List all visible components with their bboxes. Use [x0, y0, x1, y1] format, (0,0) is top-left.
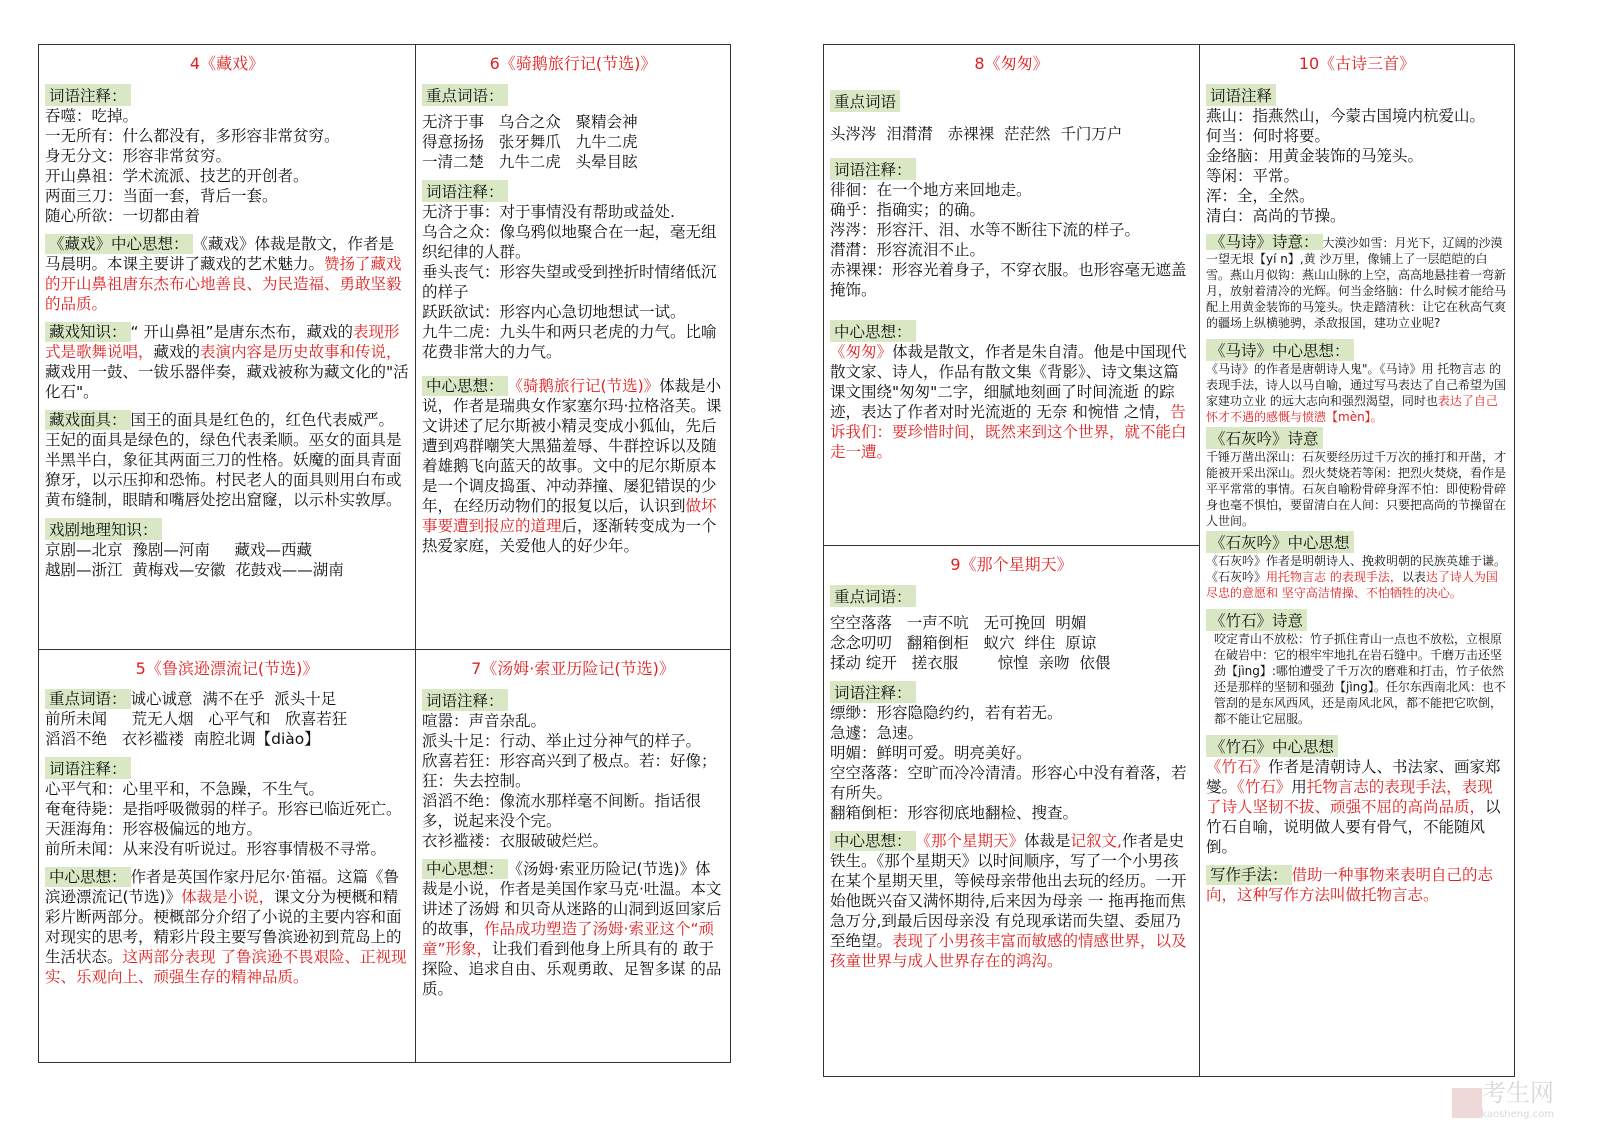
- list-item: 前所未闻：从来没有听说过。形容事情极不寻常。: [45, 840, 387, 858]
- central-idea: 中心思想： 作者是英国作家丹尼尔·笛福。这篇《鲁滨逊漂流记(节选)》体裁是小说，课文分为梗概和精彩片断两部分。梗概部分介绍了小说的主要内容和面对现实的思考，精彩片段主要写鲁滨逊初到荒岛上的生活状态。这两部分表现 了鲁滨逊不畏艰险、正视现实、乐观向上、顽强生存的精神品质。: [45, 868, 407, 986]
- central-idea: 《匆匆》体裁是散文，作者是朱自清。他是中国现代散文家、诗人，作品有散文集《背影》、诗文集这篇课文围绕"匆匆"二字，细腻地刻画了时间流逝 的踪迹，表达了作者对时光流逝的 无奈 和惋惜 之情，告诉我们：要珍惜时间，既然来到这个世界，就不能白走一遭。: [830, 343, 1187, 461]
- heading: 词语注释：: [422, 689, 508, 711]
- poem-meaning: 咬定青山不放松：竹子抓住青山一点也不放松，立根原在破岩中：它的根牢牢地扎在岩石缝中。千磨万击还坚劲【jìng】:哪怕遭受了千万次的磨难和打击，竹子依然还是那样的坚韧和强劲【jìng】。任尔东西南北风：也不管刮的是东风西风，还是南风北风，都不能把它吹倒，都不能让它屈服。: [1214, 632, 1506, 726]
- list-item: 燕山：指燕然山，今蒙古国境内杭爱山。: [1206, 107, 1486, 125]
- watermark-logo-icon: [1452, 1088, 1482, 1118]
- list-item: 念念叨叨 翻箱倒柜 蚁穴 绊住 原谅: [830, 634, 1097, 652]
- poem-meaning: 千锤万凿出深山：石灰要经历过千万次的捶打和开凿，才能被开采出深山。烈火焚烧若等闲：把烈火焚烧，看作是平平常常的事情。石灰自喻粉骨碎身浑不怕：即使粉骨碎身也毫不惧怕，要留清白在人间：只要把高尚的节操留在人世间。: [1206, 450, 1507, 528]
- list-item: 空空落落：空旷而冷冷清清。形容心中没有着落，若有所失。: [830, 764, 1187, 802]
- key-words: 重点词语： 诚心诚意 满不在乎 派头十足: [45, 687, 409, 709]
- list-item: 一清二楚 九牛二虎 头晕目眩: [422, 153, 638, 171]
- list-item: 等闲：平常。: [1206, 167, 1300, 185]
- geo-list: [45, 540, 409, 580]
- key-words: 头涔涔 泪潸潸 赤裸裸 茫茫然 千门万户: [830, 125, 1123, 143]
- list-item: 两面三刀：当面一套，背后一套。: [45, 187, 278, 205]
- heading: 《石灰吟》中心思想: [1206, 531, 1354, 553]
- list-item: 清白：高尚的节操。: [1206, 207, 1346, 225]
- heading: 重点词语: [830, 90, 900, 112]
- list-item: 赤裸裸：形容光着身子，不穿衣服。也形容毫无遮盖掩饰。: [830, 261, 1187, 299]
- list-item: 派头十足：行动、举止过分神气的样子。: [422, 732, 702, 750]
- heading: 重点词语：: [422, 84, 508, 106]
- section-4-zangxi: [38, 44, 416, 650]
- list-item: 心平气和：心里平和，不急躁，不生气。: [45, 780, 325, 798]
- list-item: 无济于事：对于事情没有帮助或益处.: [422, 203, 675, 221]
- central-idea: 中心思想： 《骑鹅旅行记(节选)》体裁是小说，作者是瑞典女作家塞尔玛·拉格洛芙。课文讲述了尼尔斯被小精灵变成小狐仙，先后遭到鸡群嘲笑大黑猫羞辱、牛群控诉以及随着雄鹅飞向蓝天的故事。文中的尼尔斯原本是一个调皮捣蛋、冲动莽撞、屡犯错误的少年，在经历动物们的报复以后，认识到做坏事要遭到报应的道理后，逐渐转变成为一个热爱家庭，关爱他人的好少年。: [422, 377, 722, 555]
- heading: 词语注释：: [830, 158, 916, 180]
- section-10-gushi: [1199, 44, 1515, 1077]
- section-title: 4《藏戏》: [189, 54, 265, 73]
- heading: 词语注释：: [45, 84, 131, 106]
- heading: 中心思想：: [830, 320, 916, 342]
- list-item: 涔涔：形容汗、泪、水等不断往下流的样子。: [830, 221, 1141, 239]
- masks: 藏戏面具： 国王的面具是红色的，红色代表威严。王妃的面具是绿色的，绿色代表柔顺。巫女的面具是半黑半白，象征其两面三刀的性格。妖魔的面具青面獠牙，以示压抑和恐怖。村民老人的面具则用白布或黄布缝制，眼睛和嘴唇处挖出窟窿，以示朴实敦厚。: [45, 411, 402, 509]
- list-item: 身无分文：形容非常贫穷。: [45, 147, 232, 165]
- watermark: 考生网: [1482, 1079, 1554, 1107]
- list-item: 确乎：指确实；的确。: [830, 201, 986, 219]
- poem-central-idea: 《石灰吟》作者是明朝诗人、挽救明朝的民族英雄于谦。《石灰吟》用托物言志 的表现手法，以表达了诗人为国尽忠的意愿和 坚守高洁情操、不怕牺牲的决心。: [1206, 554, 1507, 600]
- list-item: 缥缈：形容隐隐约约，若有若无。: [830, 704, 1063, 722]
- list-item: 无济于事 乌合之众 聚精会神: [422, 113, 638, 131]
- list-item: 奄奄待毙：是指呼吸微弱的样子。形容已临近死亡。: [45, 800, 402, 818]
- watermark-url: kaosheng.com: [1481, 1109, 1554, 1120]
- key-words: [422, 112, 724, 172]
- section-title: 10《古诗三首》: [1298, 54, 1416, 73]
- list-item: 越剧—浙江 黄梅戏—安徽 花鼓戏——湖南: [45, 561, 344, 579]
- section-9-xingqitian: [823, 545, 1200, 1077]
- poem-meaning: 《马诗》诗意： 大漠沙如雪：月光下，辽阔的沙漠一望无垠【yí n】,黄 沙万里，像铺上了一层皑皑的白雪。燕山月似钩：燕山山脉的上空，高高地悬挂着一弯新月，放射着清冷的光辉。何当金络脑：什么时候才能给马配上用黄金装饰的马笼头。快走踏清秋：让它在秋高气爽的疆场上纵横驰骋，杀敌报国，建功立业呢?: [1206, 233, 1507, 330]
- word-notes: [422, 202, 724, 362]
- section-title: 9《那个星期天》: [950, 555, 1073, 574]
- list-item: 一无所有：什么都没有，多形容非常贫穷。: [45, 127, 340, 145]
- word-notes: [830, 180, 1193, 300]
- section-6-qie: [415, 44, 731, 650]
- central-idea: 《藏戏》中心思想： 《藏戏》体裁是散文，作者是马晨明。本课主要讲了藏戏的艺术魅力。赞扬了藏戏的开山鼻祖唐东杰布心地善良、为民造福、勇敢坚毅的品质。: [45, 235, 402, 313]
- word-notes: [1206, 106, 1508, 226]
- list-item: 徘徊：在一个地方来回地走。: [830, 181, 1032, 199]
- section-7-tangmu: [415, 649, 731, 1063]
- section-title: 6《骑鹅旅行记(节选)》: [489, 54, 657, 73]
- knowledge: 藏戏知识： “ 开山鼻祖”是唐东杰布，藏戏的表现形式是歌舞说唱，藏戏的表演内容是历史故事和传说，藏戏用一鼓、一钹乐器伴奏，藏戏被称为藏文化的"活化石"。: [45, 323, 409, 401]
- writing-technique: 写作手法： 借助一种事物来表明自己的志向，这种写作方法叫做托物言志。: [1206, 866, 1494, 904]
- list-item: 九牛二虎：九头牛和两只老虎的力气。比喻花费非常大的力气。: [422, 323, 717, 361]
- poem-central-idea: 《马诗》的作者是唐朝诗人鬼"。《马诗》用 托物言志 的表现手法，诗人以马自喻，通过写马表达了自己希望为国家建功立业 的远大志向和强烈渴望，同时也表达了自己 怀才不遇的感慨与愤懑【mèn】。: [1206, 362, 1507, 424]
- list-item: 天涯海角：形容极偏远的地方。: [45, 820, 263, 838]
- list-item: 揉动 绽开 搓衣服 惊惶 亲吻 依偎: [830, 654, 1111, 672]
- list-item: 明媚：鲜明可爱。明亮美好。: [830, 744, 1032, 762]
- list-item: 滔滔不绝：像流水那样毫不间断。指话很多，说起来没个完。: [422, 792, 702, 830]
- list-item: 垂头丧气：形容失望或受到挫折时情绪低沉的样子: [422, 263, 717, 301]
- heading: 《竹石》中心思想: [1206, 735, 1338, 757]
- heading: 词语注释：: [45, 757, 131, 779]
- word-notes: [45, 779, 409, 859]
- list-item: 京剧—北京 豫剧—河南 藏戏—西藏: [45, 541, 312, 559]
- list-item: 潸潸：形容流泪不止。: [830, 241, 986, 259]
- word-notes: [830, 703, 1193, 823]
- list-item: 滔滔不绝 衣衫褴褛 南腔北调【diào】: [45, 730, 320, 748]
- heading: 词语注释：: [830, 681, 916, 703]
- list-item: 开山鼻祖：学术流派、技艺的开创者。: [45, 167, 309, 185]
- list-item: 何当：何时将要。: [1206, 127, 1331, 145]
- list-item: 随心所欲：一切都由着: [45, 207, 201, 225]
- list-item: 金络脑：用黄金装饰的马笼头。: [1206, 147, 1424, 165]
- central-idea: 中心思想： 《那个星期天》体裁是记叙文,作者是史铁生。《那个星期天》以时间顺序，写了一个小男孩在某个星期天里，等候母亲带他出去玩的经历。一开始他既兴奋又满怀期待,后来因为母亲 一 拖再拖而焦急万分,到最后因母亲没 有兑现承诺而失望、委屈乃至绝望。表现了小男孩丰富而敏感的情感世界，以及孩童世界与成人世界存在的鸿沟。: [830, 832, 1187, 970]
- list-item: 浑：全，全然。: [1206, 187, 1315, 205]
- list-item: 喧嚣：声音杂乱。: [422, 712, 547, 730]
- heading: 词语注释: [1206, 84, 1276, 106]
- heading: 《石灰吟》诗意: [1206, 427, 1323, 449]
- list-item: 空空落落 一声不吭 无可挽回 明媚: [830, 614, 1087, 632]
- word-notes: [45, 106, 409, 226]
- poem-central-idea: 《竹石》作者是清朝诗人、书法家、画家郑燮。《竹石》用托物言志的表现手法，表现了诗人坚韧不拔、顽强不屈的高尚品质，以竹石自喻，说明做人要有骨气，不能随风倒。: [1206, 758, 1501, 856]
- heading: 《马诗》中心思想：: [1206, 339, 1354, 361]
- list-item: 翻箱倒柜：形容彻底地翻检、搜查。: [830, 804, 1079, 822]
- heading: 词语注释：: [422, 180, 508, 202]
- heading: 重点词语：: [830, 585, 916, 607]
- list-item: 跃跃欲试：形容内心急切地想试一试。: [422, 303, 686, 321]
- key-words: [45, 709, 409, 749]
- word-notes: [422, 711, 724, 851]
- section-5-lubinxun: [38, 649, 416, 1063]
- list-item: 得意扬扬 张牙舞爪 九牛二虎: [422, 133, 638, 151]
- section-title: 8《匆匆》: [974, 54, 1049, 73]
- section-title: 7《汤姆·索亚历险记(节选)》: [471, 659, 675, 678]
- list-item: 欣喜若狂：形容高兴到了极点。若：好像；狂：失去控制。: [422, 752, 717, 790]
- section-8-congcong: [823, 44, 1200, 546]
- list-item: 衣衫褴褛：衣服破破烂烂。: [422, 832, 609, 850]
- list-item: 吞噬：吃掉。: [45, 107, 139, 125]
- list-item: 乌合之众：像乌鸦似地聚合在一起，毫无组织纪律的人群。: [422, 223, 717, 261]
- heading: 戏剧地理知识：: [45, 518, 162, 540]
- heading: 《竹石》诗意: [1206, 609, 1307, 631]
- list-item: 急遽：急速。: [830, 724, 924, 742]
- central-idea: 中心思想： 《汤姆·索亚历险记(节选)》体裁是小说，作者是美国作家马克·吐温。本文讲述了汤姆 和贝奇从迷路的山洞到返回家后的故事，作品成功塑造了汤姆·索亚这个“顽童”形象，让我们看到他身上所具有的 敢于探险、追求自由、乐观勇敢、足智多谋 的品质。: [422, 860, 722, 998]
- section-title: 5《鲁滨逊漂流记(节选)》: [135, 659, 319, 678]
- key-words: [830, 613, 1193, 673]
- list-item: 前所未闻 荒无人烟 心平气和 欣喜若狂: [45, 710, 348, 728]
